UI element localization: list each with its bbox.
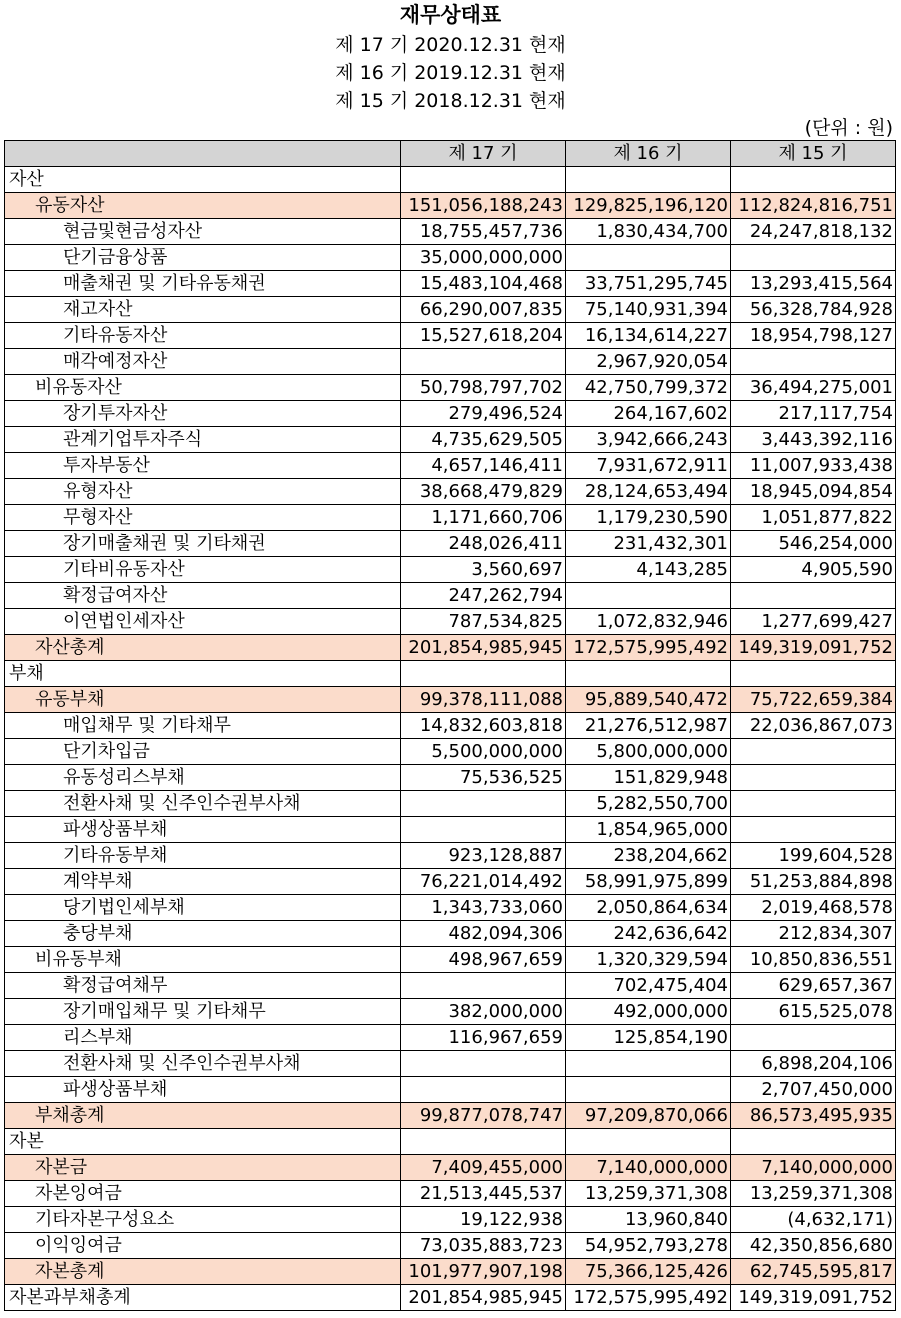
value-period-17: 14,832,603,818 [401,713,566,739]
row-label: 자본과부채총계 [5,1285,401,1311]
value-period-17: 1,171,660,706 [401,505,566,531]
value-period-15: 18,954,798,127 [731,323,896,349]
value-period-15: 149,319,091,752 [731,1285,896,1311]
table-row [5,427,896,453]
table-row [5,323,896,349]
table-row [5,167,896,193]
header-period-15: 제 15 기 [731,141,896,167]
table-row [5,401,896,427]
value-period-16: 13,259,371,308 [566,1181,731,1207]
value-period-15 [731,791,896,817]
value-period-16: 7,140,000,000 [566,1155,731,1181]
header-label-cell [5,141,401,167]
value-period-17: 201,854,985,945 [401,1285,566,1311]
value-period-15: 13,259,371,308 [731,1181,896,1207]
value-period-16: 75,140,931,394 [566,297,731,323]
value-period-17: 3,560,697 [401,557,566,583]
value-period-15: 51,253,884,898 [731,869,896,895]
value-period-16: 3,942,666,243 [566,427,731,453]
row-label: 자본 [5,1129,401,1155]
table-row [5,635,896,661]
value-period-15 [731,765,896,791]
value-period-16: 2,967,920,054 [566,349,731,375]
row-label: 유동성리스부채 [5,765,401,791]
value-period-15: 615,525,078 [731,999,896,1025]
value-period-17 [401,1077,566,1103]
value-period-15 [731,1025,896,1051]
value-period-17: 1,343,733,060 [401,895,566,921]
table-row [5,557,896,583]
table-row [5,245,896,271]
table-row [5,947,896,973]
value-period-17 [401,167,566,193]
value-period-16: 75,366,125,426 [566,1259,731,1285]
value-period-16: 58,991,975,899 [566,869,731,895]
value-period-16: 1,854,965,000 [566,817,731,843]
value-period-16: 13,960,840 [566,1207,731,1233]
value-period-15: 2,707,450,000 [731,1077,896,1103]
table-row [5,1103,896,1129]
row-label: 단기차입금 [5,739,401,765]
table-row [5,349,896,375]
value-period-16: 7,931,672,911 [566,453,731,479]
table-row [5,271,896,297]
value-period-16: 42,750,799,372 [566,375,731,401]
value-period-17: 279,496,524 [401,401,566,427]
row-label: 전환사채 및 신주인수권부사채 [5,1051,401,1077]
value-period-15: 18,945,094,854 [731,479,896,505]
value-period-16 [566,583,731,609]
value-period-17: 18,755,457,736 [401,219,566,245]
value-period-15 [731,167,896,193]
value-period-15: 24,247,818,132 [731,219,896,245]
table-row [5,1077,896,1103]
row-label: 현금및현금성자산 [5,219,401,245]
value-period-17: 35,000,000,000 [401,245,566,271]
value-period-17: 151,056,188,243 [401,193,566,219]
table-row [5,739,896,765]
value-period-16: 492,000,000 [566,999,731,1025]
value-period-16: 21,276,512,987 [566,713,731,739]
value-period-16: 16,134,614,227 [566,323,731,349]
row-label: 무형자산 [5,505,401,531]
period-line-17: 제 17 기 2020.12.31 현재 [335,34,566,56]
table-row [5,219,896,245]
value-period-16: 95,889,540,472 [566,687,731,713]
table-row [5,453,896,479]
table-row [5,1181,896,1207]
row-label: 당기법인세부채 [5,895,401,921]
value-period-17: 4,735,629,505 [401,427,566,453]
row-label: 자산 [5,167,401,193]
table-row [5,1129,896,1155]
value-period-17: 75,536,525 [401,765,566,791]
table-row [5,869,896,895]
row-label: 자본금 [5,1155,401,1181]
value-period-15: 4,905,590 [731,557,896,583]
row-label: 파생상품부채 [5,817,401,843]
value-period-17: 76,221,014,492 [401,869,566,895]
row-label: 단기금융상품 [5,245,401,271]
value-period-16: 5,282,550,700 [566,791,731,817]
value-period-15: 42,350,856,680 [731,1233,896,1259]
row-label: 확정급여채무 [5,973,401,999]
value-period-17: 498,967,659 [401,947,566,973]
value-period-16: 1,072,832,946 [566,609,731,635]
value-period-17: 99,378,111,088 [401,687,566,713]
value-period-15: 2,019,468,578 [731,895,896,921]
row-label: 장기매출채권 및 기타채권 [5,531,401,557]
row-label: 비유동부채 [5,947,401,973]
value-period-15: 56,328,784,928 [731,297,896,323]
value-period-16 [566,1051,731,1077]
value-period-15: (4,632,171) [731,1207,896,1233]
table-row [5,193,896,219]
row-label: 유동자산 [5,193,401,219]
value-period-15 [731,817,896,843]
row-label: 부채 [5,661,401,687]
row-label: 기타유동자산 [5,323,401,349]
value-period-16: 5,800,000,000 [566,739,731,765]
value-period-15 [731,349,896,375]
value-period-16: 54,952,793,278 [566,1233,731,1259]
value-period-16: 231,432,301 [566,531,731,557]
value-period-16 [566,661,731,687]
value-period-17: 482,094,306 [401,921,566,947]
row-label: 자산총계 [5,635,401,661]
value-period-16: 242,636,642 [566,921,731,947]
row-label: 자본잉여금 [5,1181,401,1207]
value-period-17 [401,1051,566,1077]
row-label: 전환사채 및 신주인수권부사채 [5,791,401,817]
value-period-16 [566,167,731,193]
value-period-16: 2,050,864,634 [566,895,731,921]
value-period-17 [401,1129,566,1155]
header-period-17: 제 17 기 [401,141,566,167]
row-label: 장기투자자산 [5,401,401,427]
table-row [5,1233,896,1259]
row-label: 유형자산 [5,479,401,505]
value-period-16: 28,124,653,494 [566,479,731,505]
value-period-15 [731,583,896,609]
value-period-15: 212,834,307 [731,921,896,947]
table-row [5,479,896,505]
row-label: 장기매입채무 및 기타채무 [5,999,401,1025]
value-period-17 [401,661,566,687]
value-period-15: 10,850,836,551 [731,947,896,973]
value-period-17 [401,349,566,375]
value-period-16: 97,209,870,066 [566,1103,731,1129]
table-row [5,791,896,817]
value-period-17: 201,854,985,945 [401,635,566,661]
value-period-15: 629,657,367 [731,973,896,999]
value-period-16: 172,575,995,492 [566,635,731,661]
value-period-17: 21,513,445,537 [401,1181,566,1207]
table-row [5,1207,896,1233]
value-period-17: 19,122,938 [401,1207,566,1233]
row-label: 매입채무 및 기타채무 [5,713,401,739]
table-row [5,817,896,843]
page-title: 재무상태표 [399,3,502,27]
table-row [5,505,896,531]
value-period-17: 4,657,146,411 [401,453,566,479]
value-period-17: 50,798,797,702 [401,375,566,401]
row-label: 매출채권 및 기타유동채권 [5,271,401,297]
table-row [5,375,896,401]
value-period-15: 36,494,275,001 [731,375,896,401]
value-period-16: 151,829,948 [566,765,731,791]
table-row [5,661,896,687]
table-row [5,921,896,947]
row-label: 투자부동산 [5,453,401,479]
header-period-16: 제 16 기 [566,141,731,167]
value-period-16: 264,167,602 [566,401,731,427]
value-period-16: 125,854,190 [566,1025,731,1051]
row-label: 충당부채 [5,921,401,947]
unit-label: (단위 : 원) [804,117,893,139]
value-period-17: 7,409,455,000 [401,1155,566,1181]
value-period-15 [731,739,896,765]
row-label: 이익잉여금 [5,1233,401,1259]
row-label: 확정급여자산 [5,583,401,609]
value-period-15: 22,036,867,073 [731,713,896,739]
value-period-15: 86,573,495,935 [731,1103,896,1129]
value-period-15: 546,254,000 [731,531,896,557]
table-row [5,973,896,999]
value-period-16: 1,179,230,590 [566,505,731,531]
value-period-16: 1,830,434,700 [566,219,731,245]
table-header-row [5,141,896,167]
value-period-15: 7,140,000,000 [731,1155,896,1181]
value-period-15: 1,277,699,427 [731,609,896,635]
row-label: 부채총계 [5,1103,401,1129]
value-period-17: 247,262,794 [401,583,566,609]
value-period-15: 199,604,528 [731,843,896,869]
value-period-15: 62,745,595,817 [731,1259,896,1285]
value-period-15: 75,722,659,384 [731,687,896,713]
value-period-15: 149,319,091,752 [731,635,896,661]
row-label: 리스부채 [5,1025,401,1051]
value-period-17: 66,290,007,835 [401,297,566,323]
value-period-15: 1,051,877,822 [731,505,896,531]
value-period-16 [566,1129,731,1155]
row-label: 관계기업투자주식 [5,427,401,453]
row-label: 비유동자산 [5,375,401,401]
value-period-17: 15,527,618,204 [401,323,566,349]
table-row [5,1025,896,1051]
period-line-16: 제 16 기 2019.12.31 현재 [335,62,566,84]
value-period-15: 13,293,415,564 [731,271,896,297]
value-period-16: 238,204,662 [566,843,731,869]
value-period-16 [566,1077,731,1103]
table-row [5,713,896,739]
value-period-15: 6,898,204,106 [731,1051,896,1077]
row-label: 계약부채 [5,869,401,895]
table-row [5,765,896,791]
table-row [5,609,896,635]
value-period-17: 787,534,825 [401,609,566,635]
table-body [5,167,896,1311]
value-period-17 [401,973,566,999]
value-period-17: 73,035,883,723 [401,1233,566,1259]
value-period-15 [731,1129,896,1155]
balance-sheet-table [4,140,896,1311]
value-period-17: 382,000,000 [401,999,566,1025]
row-label: 기타자본구성요소 [5,1207,401,1233]
period-line-15: 제 15 기 2018.12.31 현재 [335,90,566,112]
table-row [5,1285,896,1311]
value-period-15 [731,661,896,687]
value-period-15: 11,007,933,438 [731,453,896,479]
value-period-17: 5,500,000,000 [401,739,566,765]
value-period-17 [401,791,566,817]
value-period-16: 172,575,995,492 [566,1285,731,1311]
value-period-17: 99,877,078,747 [401,1103,566,1129]
row-label: 파생상품부채 [5,1077,401,1103]
row-label: 기타비유동자산 [5,557,401,583]
table-row [5,1051,896,1077]
value-period-16: 129,825,196,120 [566,193,731,219]
row-label: 유동부채 [5,687,401,713]
row-label: 기타유동부채 [5,843,401,869]
value-period-17: 248,026,411 [401,531,566,557]
value-period-17: 116,967,659 [401,1025,566,1051]
table-row [5,297,896,323]
value-period-17: 15,483,104,468 [401,271,566,297]
row-label: 매각예정자산 [5,349,401,375]
value-period-15: 112,824,816,751 [731,193,896,219]
table-row [5,687,896,713]
value-period-17 [401,817,566,843]
value-period-17: 923,128,887 [401,843,566,869]
table-row [5,1259,896,1285]
row-label: 이연법인세자산 [5,609,401,635]
value-period-15: 217,117,754 [731,401,896,427]
row-label: 자본총계 [5,1259,401,1285]
table-row [5,583,896,609]
table-row [5,999,896,1025]
value-period-16 [566,245,731,271]
table-row [5,531,896,557]
table-row [5,843,896,869]
table-row [5,1155,896,1181]
value-period-17: 101,977,907,198 [401,1259,566,1285]
value-period-17: 38,668,479,829 [401,479,566,505]
value-period-16: 1,320,329,594 [566,947,731,973]
value-period-16: 702,475,404 [566,973,731,999]
value-period-16: 33,751,295,745 [566,271,731,297]
row-label: 재고자산 [5,297,401,323]
value-period-15 [731,245,896,271]
value-period-16: 4,143,285 [566,557,731,583]
table-row [5,895,896,921]
value-period-15: 3,443,392,116 [731,427,896,453]
